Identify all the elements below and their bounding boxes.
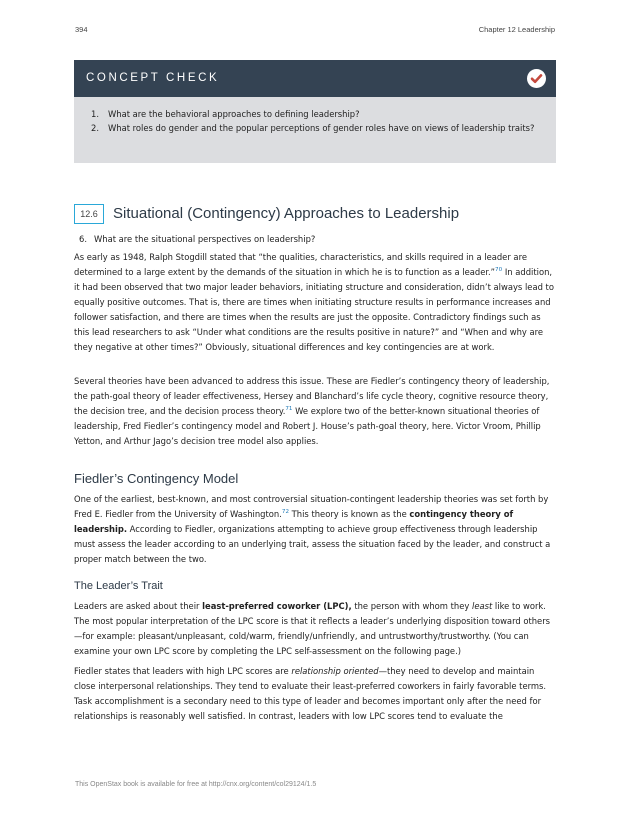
page-footer: This OpenStax book is available for free at http://cnx.org/content/col29124/1.5 <box>75 781 317 788</box>
concept-check-header <box>74 60 556 97</box>
page-number: 394 <box>75 25 88 34</box>
learning-objective <box>79 234 315 244</box>
item-number: 1. <box>91 109 99 119</box>
emphasis: relationship oriented <box>291 666 379 676</box>
concept-check-item <box>91 122 541 136</box>
paragraph-lpc: Leaders are asked about their least-preferred coworker (LPC), the person with whom they least like to work. The most popular interpretation of the LPC score is that it reflects a leader’s underlying disposition toward others—for example: pleasant/unpleasant, cold/warm, friendly/unfriendly, and untrustworthy/trustworthy. (You can examine your own LPC score by completing the LPC self-assessment on the following page.) <box>74 601 551 656</box>
key-term: least-preferred coworker (LPC), <box>202 601 352 611</box>
paragraph-stogdill: As early as 1948, Ralph Stogdill stated that “the qualities, characteristics, and skills required in a leader are determined to a large extent by the demands of the situation in which he is to function as a leader.”$^{70}$ In addition, it had been observed that two major leader behaviors, initiating structure and consideration, didn’t always lead to equally positive outcomes. That is, there are times when initiating structure results in performance increases and follower satisfaction, and there are times when the results are just the opposite. Contradictory findings such as this lead researchers to ask “Under what conditions are the results positive in nature?” and “When and why are they negative at other times?” Obviously, situational differences and key contingencies are at work. <box>74 252 554 352</box>
footnote-ref-72[interactable]: 72 <box>281 509 290 515</box>
section-heading <box>74 203 556 225</box>
concept-check-box <box>74 60 556 163</box>
check-circle-icon <box>527 69 546 88</box>
objective-text: What are the situational perspectives on leadership? <box>94 234 316 244</box>
item-text: What roles do gender and the popular perceptions of gender roles have on views of leadership traits? <box>108 122 535 133</box>
page-header <box>75 25 555 37</box>
concept-check-item <box>91 108 541 122</box>
section-number: 12.6 <box>74 204 104 224</box>
emphasis: least <box>472 601 493 611</box>
footnote-ref-70[interactable]: 70 <box>495 267 503 273</box>
chapter-title: Chapter 12 Leadership <box>478 25 555 34</box>
concept-check-title: CONCEPT CHECK <box>86 72 220 84</box>
footnote-ref-71[interactable]: 71 <box>285 406 293 412</box>
paragraph-relationship: Fiedler states that leaders with high LPC scores are relationship oriented—they need to develop and maintain close interpersonal relationships. They tend to evaluate their least-preferred coworkers in fairly favorable terms. Task accomplishment is a secondary need to this type of leader and becomes important only after the need for relationships is reasonably well satisfied. In contrast, leaders with low LPC scores tend to evaluate the <box>74 666 547 721</box>
section-title: Situational (Contingency) Approaches to Leadership <box>113 205 460 222</box>
paragraph-fiedler: One of the earliest, best-known, and most controversial situation-contingent leadership theories was set forth by Fred E. Fiedler from the University of Washington.$^{72}$ This theory is known as the contingency theory of leadership. According to Fiedler, organizations attempting to achieve group effectiveness through leadership must assess the leader according to an underlying trait, assess the situation faced by the leader, and construct a proper match between the two. <box>74 494 551 564</box>
paragraph-theories: Several theories have been advanced to address this issue. These are Fiedler’s contingency theory of leadership, the path-goal theory of leader effectiveness, Hersey and Blanchard’s life cycle theory, cognitive resource theory, the decision tree, and the decision process theory.$^{71}$ We explore two of the better-known situational theories of leadership, Fred Fiedler’s contingency model and Robert J. House’s path-goal theory, here. Victor Vroom, Phillip Yetton, and Arthur Jago’s decision tree model also applies. <box>74 376 550 446</box>
heading-leaders-trait: The Leader’s Trait <box>74 580 163 592</box>
concept-check-list <box>91 108 541 135</box>
item-number: 2. <box>91 122 99 133</box>
key-term: contingency theory of leadership. <box>74 509 514 534</box>
item-text: What are the behavioral approaches to defining leadership? <box>108 109 360 119</box>
heading-fiedler-model: Fiedler’s Contingency Model <box>74 471 239 486</box>
objective-number: 6. <box>79 234 87 244</box>
